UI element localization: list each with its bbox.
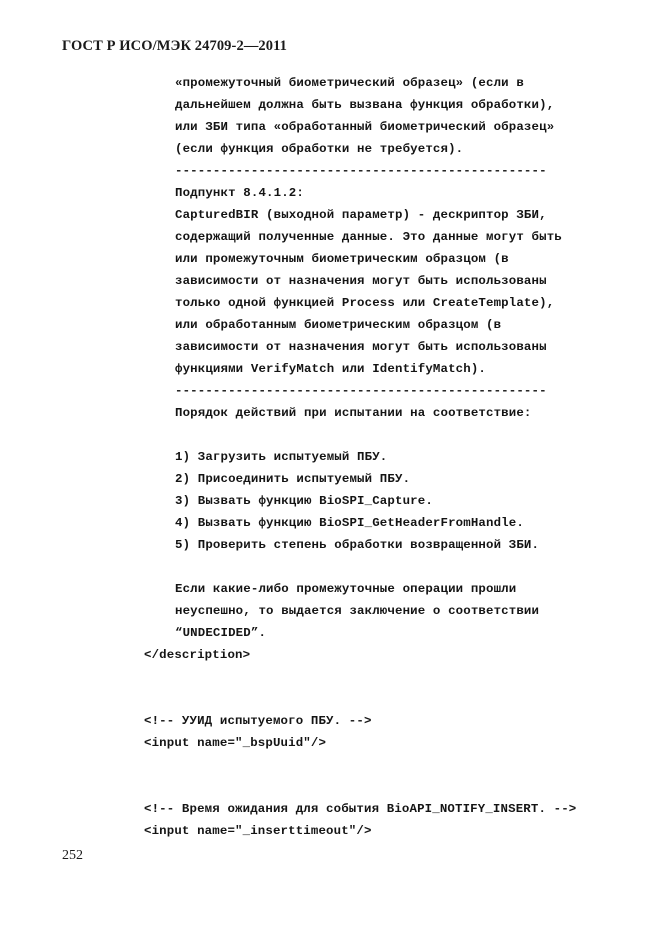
text-line: <input name="_bspUuid"/>: [144, 736, 327, 750]
text-line: Подпункт 8.4.1.2:: [175, 186, 304, 200]
text-line: 3) Вызвать функцию BioSPI_Capture.: [175, 494, 433, 508]
text-line-blank: [144, 688, 644, 710]
text-line: или промежуточным биометрическим образцом (в: [175, 252, 509, 266]
text-line: неуспешно, то выдается заключение о соответствии: [175, 604, 540, 618]
text-line: зависимости от назначения могут быть использованы: [175, 274, 547, 288]
text-line: содержащий полученные данные. Это данные могут быть: [175, 230, 562, 244]
text-line: </description>: [144, 648, 251, 662]
text-line: 2) Присоединить испытуемый ПБУ.: [175, 472, 411, 486]
text-line: «промежуточный биометрический образец» (если в: [175, 76, 524, 90]
text-line: <input name="_inserttimeout"/>: [144, 824, 372, 838]
text-line-blank: [144, 424, 644, 446]
text-line: CapturedBIR (выходной параметр) - дескриптор ЗБИ,: [175, 208, 547, 222]
text-line: -------------------------------------------------: [175, 164, 547, 178]
text-line: <!-- Время ожидания для события BioAPI_NOTIFY_INSERT. -->: [144, 802, 577, 816]
text-line: 4) Вызвать функцию BioSPI_GetHeaderFromHandle.: [175, 516, 524, 530]
text-line: зависимости от назначения могут быть использованы: [175, 340, 547, 354]
text-line: дальнейшем должна быть вызвана функция обработки),: [175, 98, 555, 112]
text-line: (если функция обработки не требуется).: [175, 142, 464, 156]
text-line: только одной функцией Process или CreateTemplate),: [175, 296, 555, 310]
text-line-blank: [144, 754, 644, 776]
text-line: <!-- УУИД испытуемого ПБУ. -->: [144, 714, 372, 728]
text-line: или ЗБИ типа «обработанный биометрический образец»: [175, 120, 555, 134]
text-line: “UNDECIDED”.: [175, 626, 267, 640]
text-line: Если какие-либо промежуточные операции прошли: [175, 582, 517, 596]
text-line-blank: [144, 666, 644, 688]
text-line-blank: [144, 776, 644, 798]
text-line: 1) Загрузить испытуемый ПБУ.: [175, 450, 388, 464]
document-body-text: [144, 72, 644, 842]
text-line: или обработанным биометрическим образцом (в: [175, 318, 502, 332]
document-header: ГОСТ Р ИСО/МЭК 24709-2—2011: [62, 38, 288, 54]
text-line: 5) Проверить степень обработки возвращенной ЗБИ.: [175, 538, 540, 552]
page-number: 252: [62, 848, 83, 863]
text-line-blank: [144, 556, 644, 578]
text-line: -------------------------------------------------: [175, 384, 547, 398]
text-line: функциями VerifyMatch или IdentifyMatch).: [175, 362, 487, 376]
text-line: Порядок действий при испытании на соответствие:: [175, 406, 532, 420]
